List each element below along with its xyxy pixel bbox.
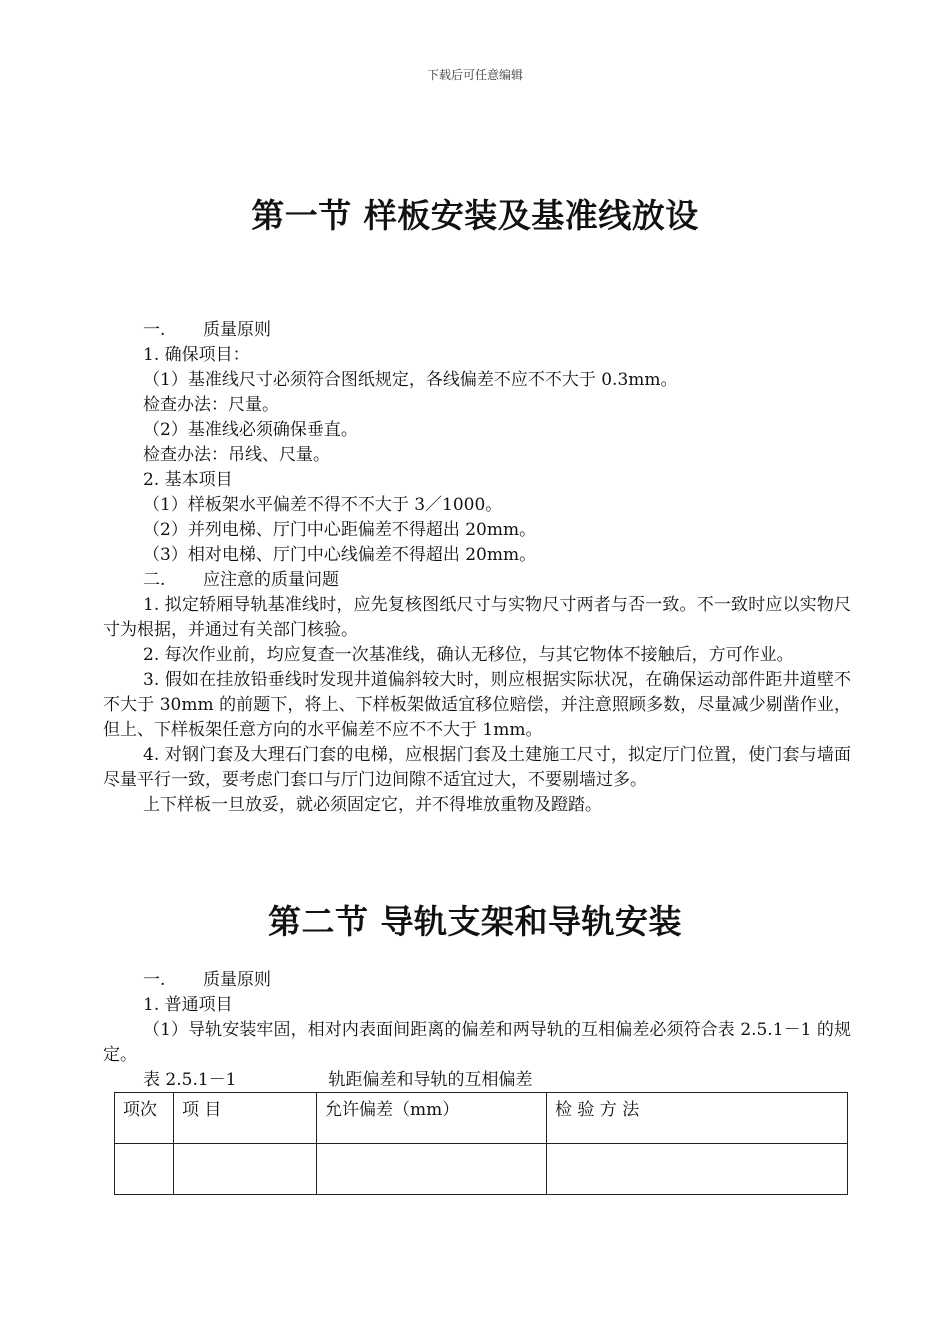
table-caption — [143, 1068, 532, 1093]
subheading-guaranteed-items: 1. 确保项目： — [143, 345, 250, 365]
subheading-general-items: 1. 普通项目 — [143, 995, 233, 1015]
table-header-row — [115, 1093, 848, 1144]
table-cell — [115, 1144, 174, 1195]
heading-text: 质量原则 — [203, 320, 271, 340]
table-header-cell: 项次 — [115, 1093, 174, 1144]
table-row — [115, 1144, 848, 1195]
check-method: 检查办法：吊线、尺量。 — [143, 445, 330, 465]
paragraph: 4. 对钢门套及大理石门套的电梯，应根据门套及土建施工尺寸，拟定厅门位置，使门套与墙面尽量平行一致，要考虑门套口与厅门边间隙不适宜过大，不要剔墙过多。 — [103, 745, 851, 790]
heading-number: 一. — [143, 320, 166, 340]
header-note: 下载后可任意编辑 — [426, 68, 523, 82]
list-item: （2）基准线必须确保垂直。 — [143, 420, 358, 440]
subheading-basic-items: 2. 基本项目 — [143, 470, 233, 490]
paragraph: 2. 每次作业前，均应复查一次基准线，确认无移位，与其它物体不接触后，方可作业。 — [143, 645, 794, 665]
paragraph: 3. 假如在挂放铅垂线时发现井道偏斜较大时，则应根据实际状况，在确保运动部件距井道壁不不大于 30mm 的前题下，将上、下样板架做适宜移位赔偿，并注意照顾多数，尽量减少剔凿作业，但上、下样板架任意方向的水平偏差不应不不大于 1mm。 — [103, 670, 851, 740]
check-method: 检查办法：尺量。 — [143, 395, 279, 415]
deviation-table — [114, 1092, 848, 1195]
paragraph: 1. 拟定轿厢导轨基准线时，应先复核图纸尺寸与实物尺寸两者与否一致。不一致时应以实物尺寸为根据，并通过有关部门核验。 — [103, 595, 851, 640]
list-item: （1）样板架水平偏差不得不不大于 3／1000。 — [143, 495, 503, 515]
heading-quality-standard — [103, 968, 851, 993]
paragraph: 上下样板一旦放妥，就必须固定它，并不得堆放重物及蹬踏。 — [143, 795, 602, 815]
list-item: （2）并列电梯、厅门中心距偏差不得超出 20mm。 — [143, 520, 537, 540]
heading-number: 一. — [143, 970, 166, 990]
table-header-cell: 允许偏差（mm） — [317, 1093, 547, 1144]
heading-text: 应注意的质量问题 — [203, 570, 339, 590]
table-cell — [174, 1144, 317, 1195]
section-1-title: 第一节 样板安装及基准线放设 — [251, 196, 699, 235]
section-2-body — [103, 968, 851, 1068]
table-header-cell: 项 目 — [174, 1093, 317, 1144]
table-title: 轨距偏差和导轨的互相偏差 — [328, 1070, 533, 1090]
table-header-cell: 检 验 方 法 — [547, 1093, 848, 1144]
list-item: （1）基准线尺寸必须符合图纸规定，各线偏差不应不不大于 0.3mm。 — [143, 370, 678, 390]
table-cell — [547, 1144, 848, 1195]
heading-quality-issues — [103, 568, 851, 593]
table-label: 表 2.5.1－1 — [143, 1070, 237, 1090]
table-cell — [317, 1144, 547, 1195]
heading-quality-standard — [103, 318, 851, 343]
section-2-title: 第二节 导轨支架和导轨安装 — [268, 902, 682, 941]
list-item: （3）相对电梯、厅门中心线偏差不得超出 20mm。 — [143, 545, 537, 565]
section-1-body — [103, 318, 851, 818]
heading-text: 质量原则 — [203, 970, 271, 990]
heading-number: 二. — [143, 570, 166, 590]
paragraph: （1）导轨安装牢固，相对内表面间距离的偏差和两导轨的互相偏差必须符合表 2.5.1－1 的规定。 — [103, 1020, 851, 1065]
